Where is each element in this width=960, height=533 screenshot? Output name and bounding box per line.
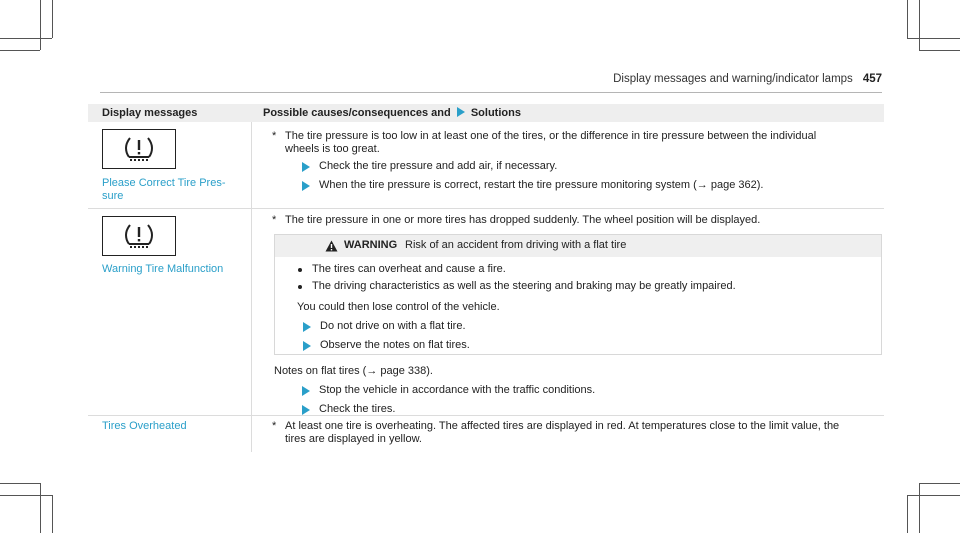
reference-text: Notes on flat tires (→ page 338).	[274, 365, 433, 377]
tire-pressure-warning-icon	[102, 216, 176, 256]
warning-bullet: The tires can overheat and cause a fire.	[312, 263, 506, 275]
action-arrow-icon	[302, 386, 310, 396]
warning-note: You could then lose control of the vehicle.	[297, 301, 500, 313]
action-arrow-icon	[303, 322, 311, 332]
footnote-marker: *	[272, 214, 277, 226]
warning-title: Risk of an accident from driving with a flat tire	[405, 239, 627, 251]
row-divider	[88, 208, 884, 209]
page-number: 457	[862, 73, 882, 85]
display-message: sure	[102, 190, 124, 202]
header-title: Display messages and warning/indicator lamps	[613, 73, 853, 85]
footnote-marker: *	[272, 130, 277, 142]
action-step: Check the tires.	[319, 403, 396, 415]
action-arrow-icon	[302, 162, 310, 172]
cause-text: The tire pressure in one or more tires has dropped suddenly. The wheel position will be displayed.	[285, 214, 761, 226]
col-header-display: Display messages	[102, 107, 198, 119]
footnote-marker: *	[272, 420, 277, 432]
bullet	[298, 268, 302, 272]
row-divider	[88, 415, 884, 416]
display-message: Tires Overheated	[102, 420, 187, 432]
action-arrow-icon	[302, 181, 310, 191]
warning-header	[275, 235, 881, 257]
tire-pressure-warning-icon	[102, 129, 176, 169]
messages-table	[88, 122, 884, 452]
running-header	[613, 73, 882, 85]
action-arrow-icon	[457, 107, 465, 117]
warning-bullet: The driving characteristics as well as the steering and braking may be greatly impaired.	[312, 280, 736, 292]
warning-box	[274, 234, 882, 355]
warning-label: WARNING	[344, 239, 398, 251]
cause-text: tires are displayed in yellow.	[285, 433, 422, 445]
action-step: Do not drive on with a flat tire.	[320, 320, 466, 332]
action-step: Check the tire pressure and add air, if necessary.	[319, 160, 558, 172]
action-arrow-icon	[303, 341, 311, 351]
table-header	[88, 104, 884, 122]
header-rule	[100, 92, 882, 93]
action-step: When the tire pressure is correct, restart the tire pressure monitoring system (→ page 362).	[319, 179, 764, 191]
warning-triangle-icon	[325, 240, 338, 252]
cause-text: The tire pressure is too low in at least one of the tires, or the difference in tire pressure between the individual	[285, 130, 817, 142]
column-divider	[251, 122, 252, 452]
action-arrow-icon	[302, 405, 310, 415]
col-header-solutions: Possible causes/consequences and Solutions	[263, 107, 521, 119]
action-step: Observe the notes on flat tires.	[320, 339, 470, 351]
cause-text: At least one tire is overheating. The affected tires are displayed in red. At temperatures close to the limit value, the	[285, 420, 840, 432]
cause-text: wheels is too great.	[285, 143, 380, 155]
action-step: Stop the vehicle in accordance with the traffic conditions.	[319, 384, 596, 396]
display-message: Warning Tire Malfunction	[102, 263, 224, 275]
bullet	[298, 285, 302, 289]
display-message: Please Correct Tire Pres-	[102, 177, 226, 189]
